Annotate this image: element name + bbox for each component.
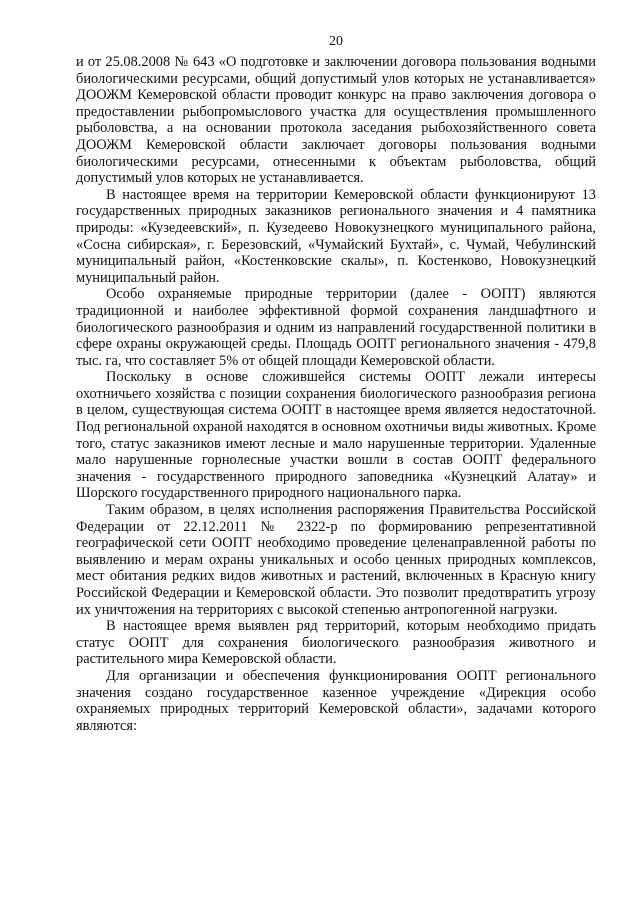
paragraph-reserves-list: В настоящее время на территории Кемеровской области функционируют 13 государственных природных заказников регионального значения и 4 памятника природы: «Кузедеевский», п. Кузедеево Новокузнецкого муниципального района, «Сосна сибирская», г. Березовский, «Чумайский Бухтай», с. Чумай, Чебулинский муниципальный район, «Костенковские скалы», п. Костенково, Новокузнецкий муниципальный район.: [76, 186, 596, 286]
paragraph-government-order: Таким образом, в целях исполнения распоряжения Правительства Российской Федерации от 22.12.2011 № 2322-р по формированию репрезентативной географической сети ООПТ необходимо проведение целенаправленной работы по выявлению и мерам охраны уникальных и особо ценных природных комплексов, мест обитания редких видов животных и растений, включенных в Красную книгу Российской Федерации и Кемеровской области. Это позволит предотвратить угрозу их уничтожения на территориях с высокой степенью антропогенной нагрузки.: [76, 502, 596, 618]
paragraph-contract-continuation: и от 25.08.2008 № 643 «О подготовке и заключении договора пользования водными биологическими ресурсами, общий допустимый улов которых не устанавливается» ДООЖМ Кемеровской области проводит конкурс на право заключения договора о предоставлении рыбопромыслового участка для осуществления промышленного рыболовства, а на основании протокола заседания рыбохозяйственного совета ДООЖМ Кемеровской области заключает договоры пользования водными биологическими ресурсами, отнесенными к объектам рыболовства, общий допустимый улов которых не устанавливается.: [76, 54, 596, 187]
paragraph-directorate: Для организации и обеспечения функционирования ООПТ регионального значения создано государственное казенное учреждение «Дирекция особо охраняемых природных территорий Кемеровской области», задачами которого являются:: [76, 667, 596, 734]
paragraph-new-territories: В настоящее время выявлен ряд территорий, которым необходимо придать статус ООПТ для сохранения биологического разнообразия животного и растительного мира Кемеровской области.: [76, 618, 596, 668]
paragraph-system-insufficiency: Поскольку в основе сложившейся системы ООПТ лежали интересы охотничьего хозяйства с позиции сохранения биологического разнообразия региона в целом, существующая система ООПТ в настоящее время является недостаточной. Под региональной охраной находятся в основном охотничьи виды животных. Кроме того, статус заказников имеют лесные и мало нарушенные территории. Удаленные мало нарушенные горнолесные участки вошли в состав ООПТ федерального значения - государственного природного заповедника «Кузнецкий Алатау» и Шорского государственного природного национального парка.: [76, 369, 596, 502]
page-number: 20: [329, 34, 343, 49]
paragraph-oopt-definition: Особо охраняемые природные территории (далее - ООПТ) являются традиционной и наиболее эффективной формой сохранения ландшафтного и биологического разнообразия и одним из направлений государственной политики в сфере охраны окружающей среды. Площадь ООПТ регионального значения - 479,8 тыс. га, что составляет 5% от общей площади Кемеровской области.: [76, 286, 596, 369]
